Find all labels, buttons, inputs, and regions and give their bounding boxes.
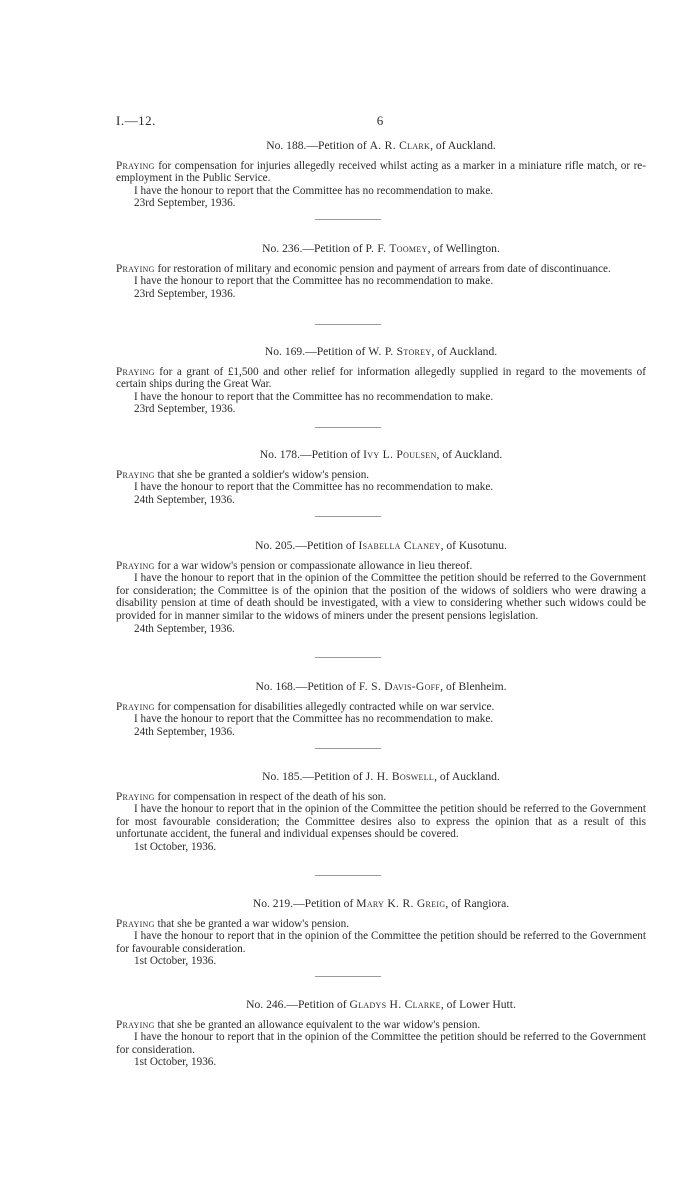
petitioner-name: Mary K. R. Greig xyxy=(356,897,446,910)
petition-title: No. 205.—Petition of Isabella Claney, of Kusotunu. xyxy=(255,539,507,552)
committee-report: I have the honour to report that the Committee has no recommendation to make. xyxy=(134,390,494,403)
petition-entry xyxy=(116,449,646,506)
report-date: 24th September, 1936. xyxy=(134,725,235,738)
page-number: 6 xyxy=(376,113,384,128)
section-divider xyxy=(315,748,381,749)
section-divider xyxy=(315,427,381,428)
petition-prayer: Praying for compensation in respect of the death of his son. xyxy=(116,790,387,803)
report-date: 23rd September, 1936. xyxy=(134,197,236,210)
report-date: 23rd September, 1936. xyxy=(134,287,236,300)
petitioner-name: Gladys H. Clarke xyxy=(349,998,441,1011)
committee-report: I have the honour to report that the Committee has no recommendation to make. xyxy=(134,184,494,197)
committee-report: I have the honour to report that in the opinion of the Committee the petition should be referred to the Government for most favourable consideration; the Committee desires also to express the opinion that as a result of this unfortunate accident, the funeral and individual expenses should be covered. xyxy=(116,803,646,841)
report-date: 23rd September, 1936. xyxy=(134,403,236,416)
petition-prayer: Praying for compensation for disabilities allegedly contracted while on war service. xyxy=(116,700,495,713)
petition-prayer: Praying that she be granted a soldier's widow's pension. xyxy=(116,468,370,481)
report-date: 24th September, 1936. xyxy=(134,622,235,635)
report-date: 24th September, 1936. xyxy=(134,493,235,506)
committee-report: I have the honour to report that the Committee has no recommendation to make. xyxy=(134,275,494,288)
committee-report: I have the honour to report that in the opinion of the Committee the petition should be referred to the Government for consideration; the Committee is of the opinion that the position of the widows of soldiers who were drawing a disability pension at time of death should be investigated, with a view to considering whether such widows could be provided for in manner similar to the widows of miners under the present pensions legislation. xyxy=(116,572,646,622)
page-id: I.—12. xyxy=(116,113,156,128)
petitioner-name: Isabella Claney xyxy=(358,539,441,552)
petitioner-name: Ivy L. Poulsen xyxy=(363,448,437,461)
petition-entry xyxy=(116,999,646,1069)
section-divider xyxy=(315,219,381,220)
petition-title: No. 169.—Petition of W. P. Storey, of Auckland. xyxy=(264,345,498,358)
petition-prayer: Praying that she be granted an allowance equivalent to the war widow's pension. xyxy=(116,1018,481,1031)
page-header xyxy=(114,113,646,129)
committee-report: I have the honour to report that the Committee has no recommendation to make. xyxy=(134,481,494,494)
petition-entry xyxy=(116,140,646,210)
petition-title: No. 168.—Petition of F. S. Davis-Goff, of Blenheim. xyxy=(255,680,507,693)
section-divider xyxy=(315,324,381,325)
report-date: 1st October, 1936. xyxy=(134,840,217,853)
petition-entry xyxy=(116,898,646,968)
petition-prayer: Praying for a grant of £1,500 and other relief for information allegedly supplied in regard to the movements of certain ships during the Great War. xyxy=(116,365,646,391)
petition-entry xyxy=(116,681,646,738)
petitioner-name: W. P. Storey xyxy=(368,345,432,358)
report-date: 1st October, 1936. xyxy=(134,1056,217,1069)
petition-entry xyxy=(116,771,646,854)
petition-title: No. 219.—Petition of Mary K. R. Greig, of Rangiora. xyxy=(252,897,510,910)
petition-title: No. 178.—Petition of Ivy L. Poulsen, of Auckland. xyxy=(259,448,503,461)
petition-entry xyxy=(116,540,646,635)
section-divider xyxy=(315,875,381,876)
petitioner-name: A. R. Clark xyxy=(369,139,431,152)
petitioner-name: J. H. Boswell xyxy=(365,770,435,783)
petition-title: No. 188.—Petition of A. R. Clark, of Auckland. xyxy=(266,139,496,152)
report-date: 1st October, 1936. xyxy=(134,955,217,968)
petition-prayer: Praying for restoration of military and economic pension and payment of arrears from date of discontinuance. xyxy=(116,262,611,275)
petition-title: No. 236.—Petition of P. F. Toomey, of Wellington. xyxy=(262,242,500,255)
section-divider xyxy=(315,657,381,658)
petition-prayer: Praying that she be granted a war widow's pension. xyxy=(116,917,350,930)
section-divider xyxy=(315,516,381,517)
petition-prayer: Praying for a war widow's pension or compassionate allowance in lieu thereof. xyxy=(116,559,473,572)
petition-title: No. 246.—Petition of Gladys H. Clarke, of Lower Hutt. xyxy=(246,998,516,1011)
committee-report: I have the honour to report that in the opinion of the Committee the petition should be referred to the Government for favourable consideration. xyxy=(116,930,646,955)
petition-prayer: Praying for compensation for injuries allegedly received whilst acting as a marker in a miniature rifle match, or re-employment in the Public Service. xyxy=(116,159,646,185)
section-divider xyxy=(315,976,381,977)
petition-entry xyxy=(116,346,646,416)
petitioner-name: F. S. Davis-Goff xyxy=(358,680,441,693)
petition-entry xyxy=(116,243,646,300)
committee-report: I have the honour to report that in the opinion of the Committee the petition should be referred to the Government for consideration. xyxy=(116,1031,646,1056)
petitioner-name: P. F. Toomey xyxy=(365,242,428,255)
committee-report: I have the honour to report that the Committee has no recommendation to make. xyxy=(134,713,494,726)
petition-title: No. 185.—Petition of J. H. Boswell, of Auckland. xyxy=(262,770,500,783)
